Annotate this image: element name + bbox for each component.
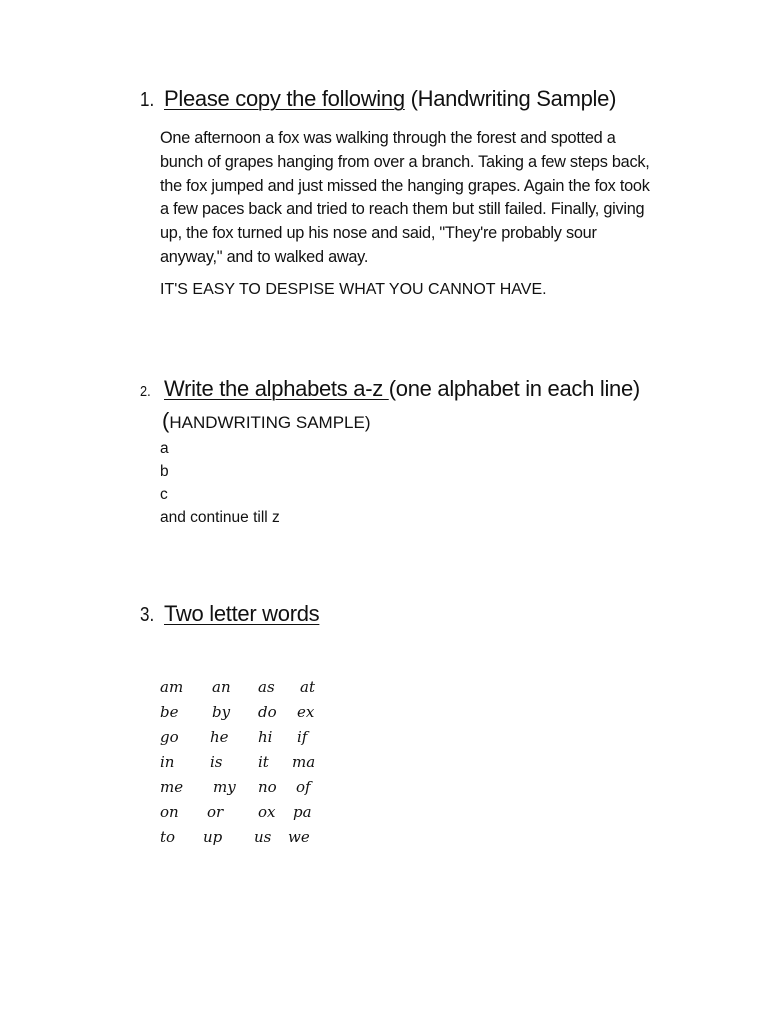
word: we bbox=[288, 828, 310, 846]
subheading-text: HANDWRITING SAMPLE bbox=[169, 413, 365, 432]
word: us bbox=[254, 828, 272, 846]
word-row bbox=[160, 753, 330, 778]
word: ex bbox=[297, 703, 315, 721]
word: by bbox=[212, 703, 231, 721]
two-letter-words-table bbox=[160, 678, 330, 853]
word: hi bbox=[258, 728, 273, 746]
word-row bbox=[160, 778, 330, 803]
word: my bbox=[213, 778, 236, 796]
word: do bbox=[258, 703, 277, 721]
word: at bbox=[300, 678, 315, 696]
motto-line: IT'S EASY TO DESPISE WHAT YOU CANNOT HAVE. bbox=[160, 281, 547, 298]
word: in bbox=[160, 753, 175, 771]
section-1-heading-underlined: Please copy the following bbox=[164, 86, 405, 111]
word-row bbox=[160, 703, 330, 728]
alphabet-line: b bbox=[160, 463, 169, 480]
word: no bbox=[258, 778, 277, 796]
word: pa bbox=[293, 803, 312, 821]
alphabet-line: a bbox=[160, 440, 169, 457]
alphabet-lines bbox=[160, 437, 280, 529]
word-row bbox=[160, 803, 330, 828]
word: ma bbox=[292, 753, 316, 771]
alphabet-line: and continue till z bbox=[160, 509, 280, 526]
word: on bbox=[160, 803, 179, 821]
section-2-heading-underlined: Write the alphabets a-z bbox=[164, 376, 389, 401]
word-row bbox=[160, 678, 330, 703]
section-1-number: 1. bbox=[140, 89, 155, 111]
section-3-heading bbox=[140, 601, 319, 627]
section-1-heading-rest: (Handwriting Sample) bbox=[404, 86, 617, 111]
word: is bbox=[210, 753, 223, 771]
word: me bbox=[160, 778, 184, 796]
subheading-close-paren: ) bbox=[364, 413, 371, 432]
word: an bbox=[212, 678, 231, 696]
word-row bbox=[160, 828, 330, 853]
alphabet-line: c bbox=[160, 486, 168, 503]
word: go bbox=[160, 728, 179, 746]
word: ox bbox=[258, 803, 276, 821]
word: am bbox=[160, 678, 184, 696]
word: if bbox=[297, 728, 308, 746]
word: of bbox=[296, 778, 311, 796]
section-2-heading bbox=[140, 376, 640, 402]
section-2-number: 2. bbox=[140, 383, 151, 400]
fox-story-paragraph: One afternoon a fox was walking through the forest and spotted a bunch of grapes hanging from over a branch. Taking a few steps back, the fox jumped and just missed the hanging grapes. Again the fox took a few paces back and tried to reach them but still failed. Finally, giving up, the fox turned up his nose and said, "They're probably sour anyway," and to walked away. bbox=[160, 129, 650, 266]
subheading-open-paren: ( bbox=[162, 408, 170, 433]
word: up bbox=[203, 828, 223, 846]
word: to bbox=[160, 828, 176, 846]
word: it bbox=[258, 753, 269, 771]
section-3-heading-underlined: Two letter words bbox=[164, 601, 320, 626]
section-2-subheading bbox=[162, 408, 371, 434]
word: he bbox=[210, 728, 229, 746]
word: be bbox=[160, 703, 179, 721]
section-3-number: 3. bbox=[140, 604, 155, 626]
word: as bbox=[258, 678, 275, 696]
section-2-heading-rest: (one alphabet in each line) bbox=[388, 376, 640, 401]
section-1-heading bbox=[140, 86, 616, 112]
word-row bbox=[160, 728, 330, 753]
word: or bbox=[207, 803, 224, 821]
